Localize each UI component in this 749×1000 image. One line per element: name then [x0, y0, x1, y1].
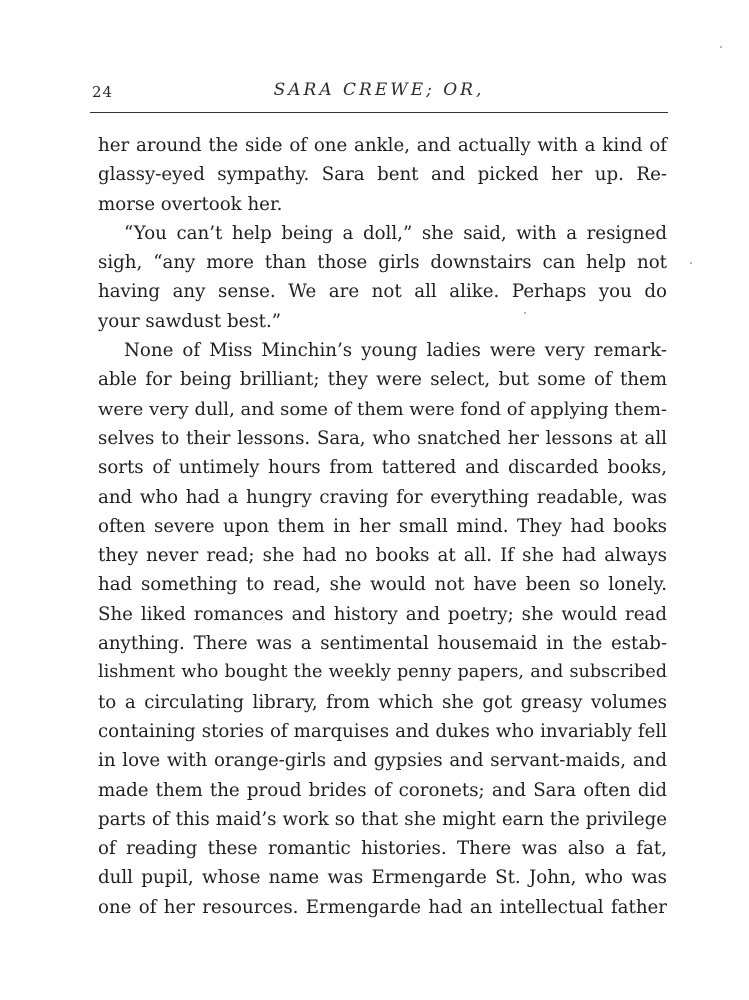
text-line: None of Miss Minchin’s young ladies were very remark- — [124, 340, 667, 362]
text-line: glassy-eyed sympathy. Sara bent and picked her up. Re- — [98, 164, 667, 186]
text-line: of reading these romantic histories. There was also a fat, — [98, 838, 667, 860]
paper-speck — [720, 46, 722, 48]
text-line: her around the side of one ankle, and actually with a kind of — [98, 135, 667, 156]
body-text — [98, 131, 667, 922]
text-line: had something to read, she would not have been so lonely. — [98, 574, 667, 596]
text-line: morse overtook her. — [98, 193, 283, 215]
text-line: lishment who bought the weekly penny papers, and subscribed — [98, 662, 667, 683]
paper-speck — [524, 312, 526, 314]
text-line: sigh, “any more than those girls downstairs can help not — [98, 252, 667, 274]
text-line: one of her resources. Ermengarde had an intellectual father — [98, 896, 667, 918]
text-line: to a circulating library, from which she got greasy volumes — [98, 691, 667, 713]
text-line: containing stories of marquises and dukes who invariably fell — [98, 720, 667, 742]
page-header — [90, 74, 668, 114]
text-line: parts of this maid’s work so that she might earn the privilege — [98, 808, 667, 830]
text-line: often severe upon them in her small mind. They had books — [98, 515, 667, 537]
page-number: 24 — [92, 83, 114, 101]
text-line: selves to their lessons. Sara, who snatched her lessons at all — [98, 427, 667, 449]
text-line: sorts of untimely hours from tattered and discarded books, — [98, 457, 667, 479]
text-line: able for being brilliant; they were select, but some of them — [98, 369, 667, 391]
text-line: were very dull, and some of them were fond of applying them- — [98, 398, 667, 420]
text-line: made them the proud brides of coronets; and Sara often did — [98, 779, 667, 801]
paper-speck — [690, 262, 692, 264]
text-line: dull pupil, whose name was Ermengarde St. John, who was — [98, 867, 667, 889]
text-line: anything. There was a sentimental housemaid in the estab- — [98, 633, 667, 655]
text-line: in love with orange-girls and gypsies and servant-maids, and — [98, 750, 667, 772]
text-line: they never read; she had no books at all. If she had always — [98, 545, 667, 567]
header-rule — [90, 112, 668, 113]
text-line: having any sense. We are not all alike. Perhaps you do — [98, 281, 667, 303]
text-line: “You can’t help being a doll,” she said, with a resigned — [124, 222, 667, 244]
text-line: She liked romances and history and poetry; she would read — [98, 603, 667, 625]
running-title: SARA CREWE; OR, — [273, 80, 485, 100]
text-line: and who had a hungry craving for everything readable, was — [98, 486, 667, 508]
text-line: your sawdust best.” — [98, 310, 282, 332]
